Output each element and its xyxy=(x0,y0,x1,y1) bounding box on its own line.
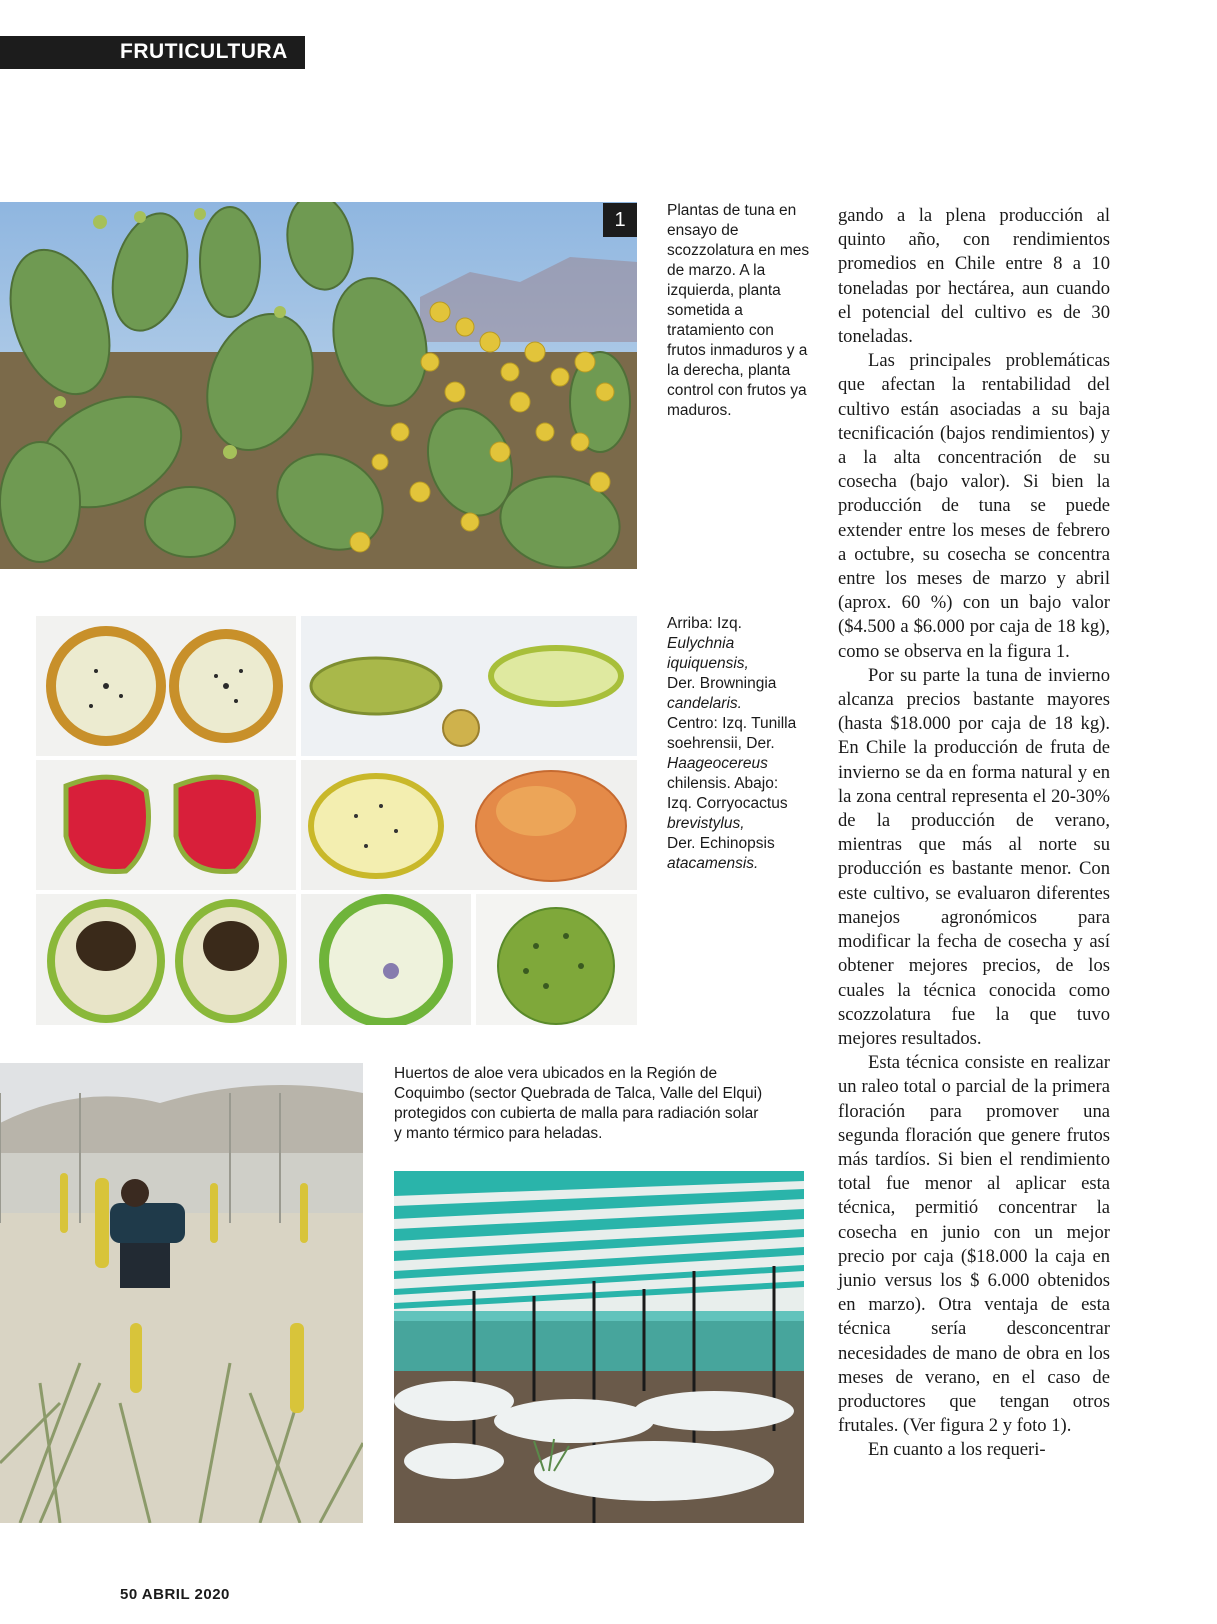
caption-aloe-vera xyxy=(394,1064,769,1144)
caption2-line-0: Arriba: Izq. xyxy=(667,615,742,632)
photo-aloe-vera-field xyxy=(0,1063,363,1523)
caption2-line-6: soehrensii, Der. xyxy=(667,735,775,752)
caption2-line-2: iquiquensis, xyxy=(667,655,749,672)
photo-tuna-plants xyxy=(0,202,637,569)
photo-shade-net-greenhouse xyxy=(394,1171,804,1523)
caption-tuna-plants-text: Plantas de tuna en ensayo de scozzolatura en mes de marzo. A la izquierda, planta sometida a tratamiento con frutos inmaduros y a la derecha, planta control con frutos ya maduros. xyxy=(667,202,810,419)
caption2-line-8: chilensis. Abajo: xyxy=(667,775,779,792)
body-paragraph-1: gando a la plena producción al quinto año, con rendimientos promedios en Chile entre 8 a 10 toneladas por hectárea, aun cuando el potencial del cultivo es de 30 toneladas. xyxy=(838,205,1110,348)
caption2-line-12: atacamensis. xyxy=(667,855,759,872)
caption2-line-9: Izq. Corryocactus xyxy=(667,795,788,812)
section-label: FRUTICULTURA xyxy=(120,40,288,63)
photo-cactus-fruits-grid xyxy=(36,616,637,1025)
photo-number-badge: 1 xyxy=(603,203,637,237)
body-paragraph-5: En cuanto a los requeri- xyxy=(868,1439,1046,1461)
caption2-line-3: Der. Browningia xyxy=(667,675,777,692)
caption2-line-7: Haageocereus xyxy=(667,755,768,772)
article-body-column xyxy=(838,204,1110,1463)
caption2-line-1: Eulychnia xyxy=(667,635,735,652)
shade-net-image xyxy=(394,1171,804,1523)
cactus-fruits-image xyxy=(36,616,637,1025)
caption2-line-10: brevistylus, xyxy=(667,815,745,832)
page-footer: 50 ABRIL 2020 xyxy=(120,1586,230,1603)
caption-tuna-plants xyxy=(667,201,815,421)
caption-aloe-vera-text: Huertos de aloe vera ubicados en la Región de Coquimbo (sector Quebrada de Talca, Valle del Elqui) protegidos con cubierta de malla para radiación solar y manto térmico para heladas. xyxy=(394,1065,763,1142)
body-paragraph-3: Por su parte la tuna de invierno alcanza precios bastante mayores (hasta $18.000 por caja de 18 kg). En Chile la producción de fruta de invierno se da en forma natural y en la zona central representa el 20-30% de la producción de verano, mientras que más al norte su producción es bastante menor. Con este cultivo, se evaluaron diferentes manejos agronómicos para modificar la fecha de cosecha y así obtener mejores precios, de los cuales la técnica conocida como scozzolatura fue la que tuvo mejores resultados. xyxy=(838,664,1110,1049)
caption-cactus-species xyxy=(667,614,817,874)
caption2-line-4: candelaris. xyxy=(667,695,742,712)
body-paragraph-2: Las principales problemáticas que afectan la rentabilidad del cultivo están asociadas a su baja tecnificación (bajos rendimientos) y a la alta concentración de su cosecha (bajo valor). Si bien la producción de tuna se puede extender entre los meses de febrero a octubre, su cosecha se concentra entre los meses de marzo y abril (aprox. 60 %) con un bajo valor ($4.500 a $6.000 por caja de 18 kg), como se observa en la figura 1. xyxy=(838,350,1110,662)
caption2-line-11: Der. Echinopsis xyxy=(667,835,775,852)
tuna-plants-image xyxy=(0,202,637,569)
aloe-field-image xyxy=(0,1063,363,1523)
caption2-line-5: Centro: Izq. Tunilla xyxy=(667,715,797,732)
body-paragraph-4: Esta técnica consiste en realizar un raleo total o parcial de la primera floración para promover una segunda floración que genere frutos más tardíos. Si bien el rendimiento total fue menor al aplicar esta técnica, permitió concentrar la cosecha en junio con un mejor precio por caja ($18.000 la caja en junio versus los $ 6.000 obtenidos en marzo). Otra ventaja de esta técnica sería desconcentrar necesidades de mano de obra en los meses de verano, en el caso de productores que tengan otros frutales. (Ver figura 2 y foto 1). xyxy=(838,1052,1110,1437)
